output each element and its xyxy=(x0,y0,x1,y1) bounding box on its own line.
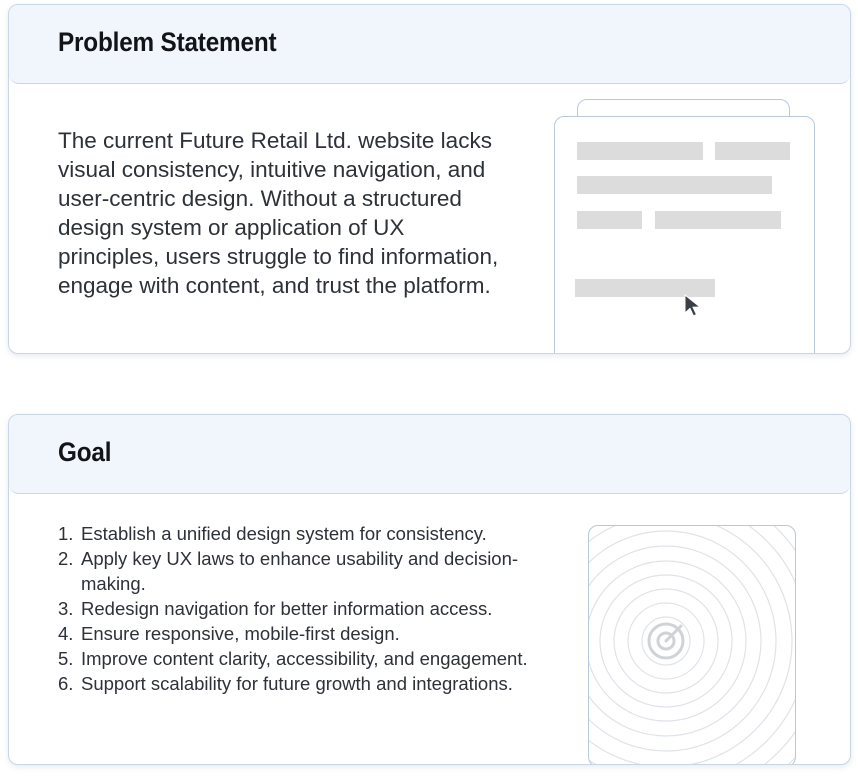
goal-item-text: Apply key UX laws to enhance usability and decision-making. xyxy=(81,548,519,594)
placeholder-bar xyxy=(655,211,781,229)
placeholder-bar xyxy=(577,211,642,229)
goal-item-number: 2. xyxy=(58,548,74,569)
problem-statement-card xyxy=(8,4,851,354)
goal-list-item xyxy=(58,521,558,546)
goal-list-item xyxy=(58,596,558,621)
placeholder-bar xyxy=(577,176,772,194)
goal-list-item xyxy=(58,646,558,671)
goal-item-number: 6. xyxy=(58,673,74,694)
placeholder-bar xyxy=(577,142,703,160)
target-icon xyxy=(649,624,683,658)
goal-item-text: Redesign navigation for better information access. xyxy=(81,598,493,619)
goal-item-text: Support scalability for future growth and integrations. xyxy=(81,673,513,694)
goal-item-text: Establish a unified design system for consistency. xyxy=(81,523,487,544)
goal-item-number: 5. xyxy=(58,648,74,669)
goal-item-text: Improve content clarity, accessibility, and engagement. xyxy=(81,648,528,669)
goal-list xyxy=(58,521,558,696)
goal-item-number: 3. xyxy=(58,598,74,619)
goal-item-number: 1. xyxy=(58,523,74,544)
goal-header xyxy=(9,415,850,494)
goal-illustration xyxy=(588,525,796,765)
placeholder-bar xyxy=(715,142,790,160)
goal-card xyxy=(8,414,851,765)
goal-item-text: Ensure responsive, mobile-first design. xyxy=(81,623,400,644)
problem-statement-title: Problem Statement xyxy=(58,27,277,57)
cursor-icon xyxy=(683,294,705,318)
goal-list-item xyxy=(58,546,558,596)
goal-title: Goal xyxy=(58,437,112,467)
problem-statement-text: The current Future Retail Ltd. website lacks visual consistency, intuitive navigation, and user-centric design. Without a structured design system or application of UX principles, users struggle to find information, engage with content, and trust the platform. xyxy=(58,128,499,298)
goal-list-item xyxy=(58,671,558,696)
problem-statement-header xyxy=(9,5,850,84)
concentric-rings-pattern xyxy=(589,526,795,765)
goal-item-number: 4. xyxy=(58,623,74,644)
goal-list-item xyxy=(58,621,558,646)
